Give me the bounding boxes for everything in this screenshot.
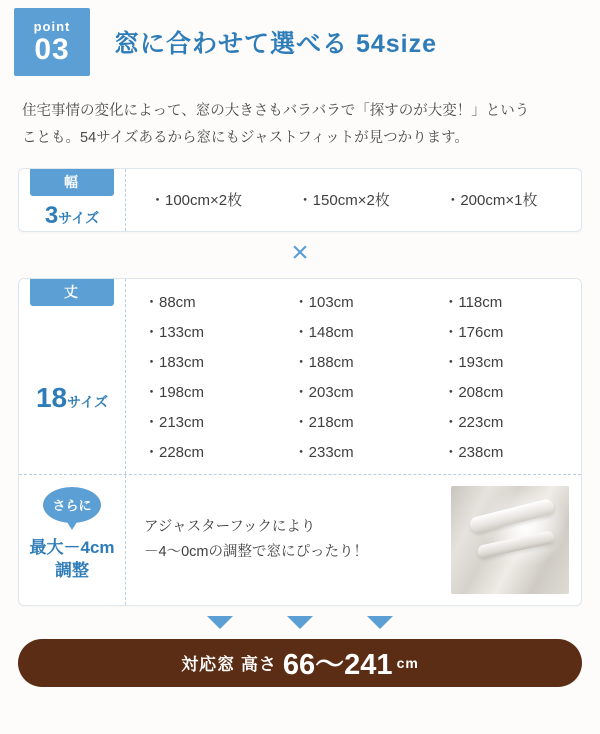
chevron-down-icon — [367, 616, 393, 629]
length-value-item: ・223cm — [443, 413, 504, 431]
length-label-column — [19, 279, 126, 474]
width-count — [44, 201, 100, 229]
width-label-column — [19, 169, 126, 231]
summary-unit: cm — [396, 654, 419, 671]
length-value-item: ・238cm — [443, 443, 504, 461]
adjust-amount-text — [29, 537, 114, 583]
length-value-item: ・176cm — [443, 323, 504, 341]
length-value-item: ・233cm — [293, 443, 354, 461]
length-value-item: ・188cm — [293, 353, 354, 371]
width-value-list — [126, 169, 581, 231]
chevron-down-icon — [207, 616, 233, 629]
point-badge — [14, 8, 90, 76]
multiply-icon: × — [291, 235, 309, 269]
intro-paragraph — [0, 84, 600, 158]
width-value-item: ・100cm×2枚 — [150, 192, 243, 210]
furthermore-bubble: さらに — [43, 487, 101, 523]
adjuster-content — [126, 475, 581, 605]
length-count-number: 18 — [35, 381, 68, 413]
adjust-amount-line-2: 調整 — [55, 560, 89, 580]
length-card — [18, 278, 582, 606]
length-count-unit: サイズ — [67, 393, 109, 410]
summary-label: 対応窓 高さ — [181, 655, 277, 675]
length-value-item: ・148cm — [293, 323, 354, 341]
length-tab-label: 丈 — [30, 279, 114, 306]
length-value-item: ・218cm — [293, 413, 354, 431]
width-count-unit: サイズ — [58, 209, 100, 226]
intro-line-1: 住宅事情の変化によって、窓の大きさもバラバラで「探すのが大変！」という — [22, 103, 530, 119]
length-value-item: ・118cm — [443, 293, 503, 311]
summary-bar — [18, 639, 582, 687]
summary-range: 66〜241 — [282, 649, 393, 682]
length-count — [35, 381, 109, 413]
width-tab-label: 幅 — [30, 169, 114, 196]
length-value-item: ・203cm — [293, 383, 354, 401]
length-section — [19, 279, 581, 474]
width-count-number: 3 — [44, 201, 59, 229]
adjuster-desc-line-2: －4〜0cmの調整で窓にぴったり！ — [144, 543, 368, 560]
arrow-row — [0, 616, 600, 629]
length-value-item: ・103cm — [293, 293, 354, 311]
point-label: point — [33, 18, 71, 34]
chevron-down-icon — [287, 616, 313, 629]
point-number: 03 — [34, 32, 70, 66]
adjust-amount-line-1: 最大－4cm — [29, 537, 115, 557]
width-value-item: ・150cm×2枚 — [297, 192, 390, 210]
length-value-grid — [126, 279, 581, 474]
adjuster-description — [144, 515, 451, 564]
adjuster-desc-line-1: アジャスターフックにより — [144, 518, 316, 535]
length-value-item: ・183cm — [144, 353, 205, 371]
adjuster-label-column — [19, 475, 126, 605]
intro-line-2: ことも。54サイズあるから窓にもジャストフィットが見つかります。 — [22, 129, 469, 146]
length-value-item: ・88cm — [144, 293, 196, 311]
length-value-item: ・133cm — [144, 323, 205, 341]
width-card — [18, 168, 582, 232]
length-value-item: ・228cm — [144, 443, 205, 461]
length-value-item: ・208cm — [443, 383, 504, 401]
length-value-item: ・213cm — [144, 413, 205, 431]
length-value-item: ・198cm — [144, 383, 205, 401]
header-title-wrap — [90, 0, 600, 84]
adjuster-section — [19, 475, 581, 605]
page-title: 窓に合わせて選べる 54size — [114, 30, 438, 58]
section-header — [0, 0, 600, 84]
adjuster-hook-photo — [451, 486, 569, 594]
length-value-item: ・193cm — [443, 353, 504, 371]
width-value-item: ・200cm×1枚 — [445, 192, 538, 210]
